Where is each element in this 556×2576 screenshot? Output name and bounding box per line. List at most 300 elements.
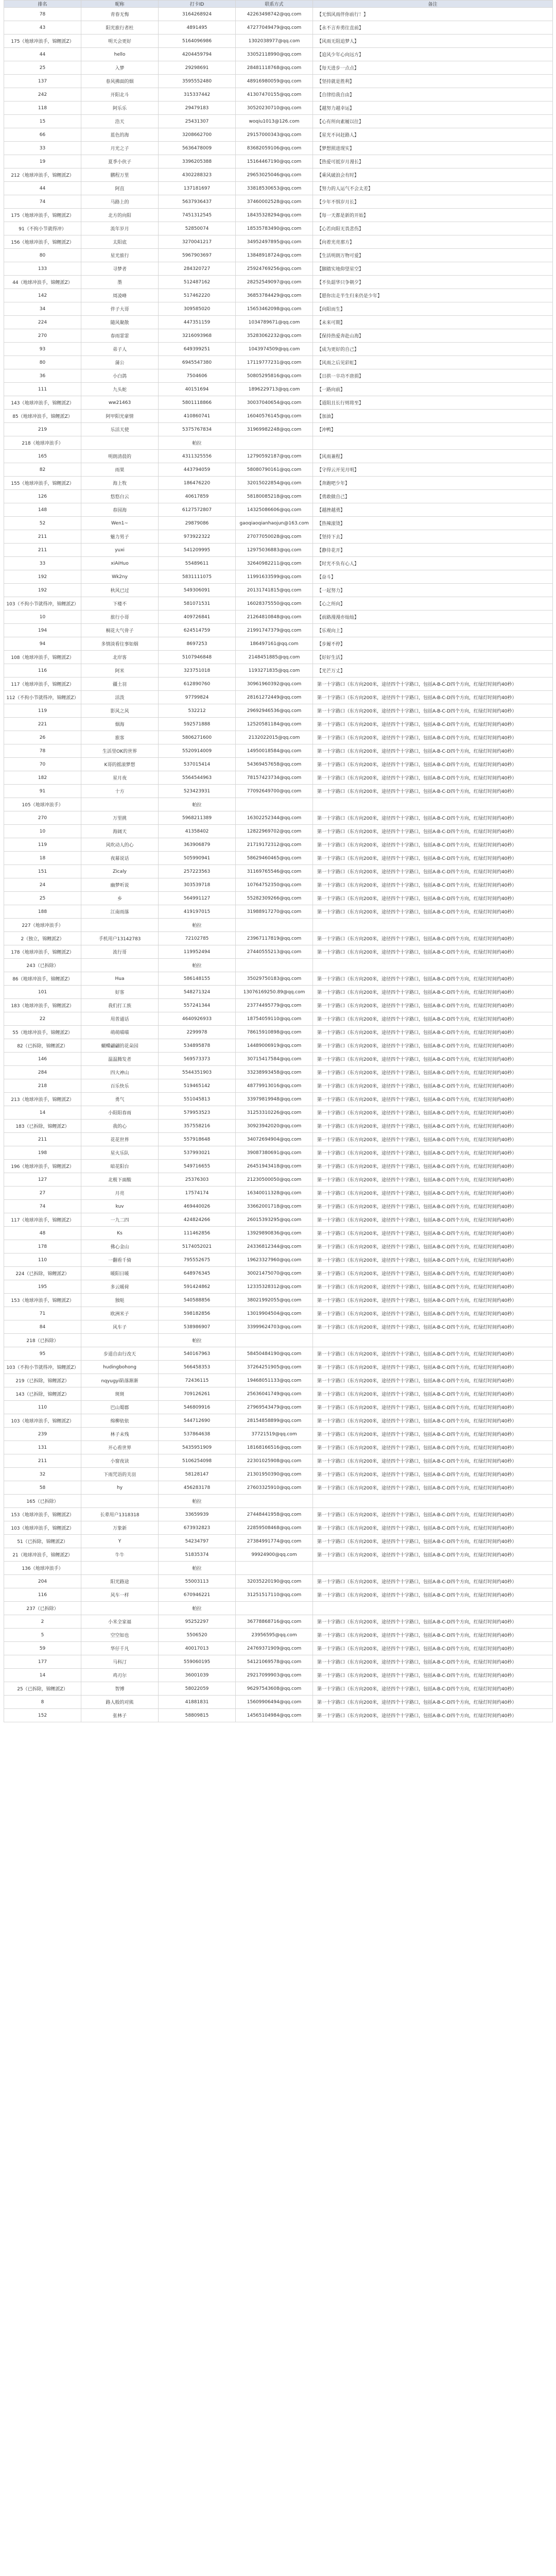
cell-nickname: 海阔天 <box>81 825 159 838</box>
cell-contact: 42263498742@qq.com <box>236 8 313 21</box>
cell-checkin-id: 624514759 <box>159 624 236 637</box>
cell-checkin-id: 512487162 <box>159 276 236 289</box>
cell-remark: 【永不言弃勇往直前】 <box>313 21 553 35</box>
cell-remark: 第一十字路口（东方向200米，途径四个十字路口，包括A-B-C-D四个方向，红绿灯时间约40秒） <box>313 704 553 718</box>
cell-remark: 第一十字路口（东方向200米，途径四个十字路口，包括A-B-C-D四个方向，红绿灯时间约40秒） <box>313 865 553 878</box>
table-row <box>4 1267 553 1280</box>
table-row <box>4 758 553 771</box>
cell-nickname: 好客 <box>81 986 159 999</box>
cell-nickname: 蓝色的海 <box>81 128 159 142</box>
cell-checkin-id: 5435951909 <box>159 1441 236 1454</box>
cell-remark: 第一十字路口（东方向200米，途径四个十字路口，包括A-B-C-D四个方向，红绿灯时间约40秒） <box>313 999 553 1012</box>
cell-nickname: 小白鸽 <box>81 369 159 383</box>
cell-remark: 第一十字路口（东方向200米，途径四个十字路口，包括A-B-C-D四个方向，红绿灯时间约40秒） <box>313 1120 553 1133</box>
table-row <box>4 1133 553 1146</box>
cell-rank: 211 <box>4 530 81 544</box>
table-row <box>4 1053 553 1066</box>
cell-checkin-id: 58128147 <box>159 1468 236 1481</box>
cell-nickname: nqyugyi陷落渐渐 <box>81 1374 159 1387</box>
cell-remark: 【乐观向上】 <box>313 624 553 637</box>
cell-checkin-id: 519465142 <box>159 1079 236 1093</box>
cell-checkin-id: 579953523 <box>159 1106 236 1120</box>
table-row <box>4 1535 553 1548</box>
cell-remark: 第一十字路口（东方向200米，途径四个十字路口，包括A-B-C-D四个方向，红绿灯时间约40秒） <box>313 1401 553 1414</box>
cell-contact: 29217099903@qq.com <box>236 1669 313 1682</box>
cell-checkin-id: 5107946848 <box>159 651 236 664</box>
cell-nickname: 风车一样 <box>81 1588 159 1602</box>
cell-checkin-id: 4311325556 <box>159 450 236 463</box>
cell-nickname: 我们打工族 <box>81 999 159 1012</box>
cell-remark <box>313 1562 553 1575</box>
cell-remark: 【光芒万丈】 <box>313 664 553 677</box>
cell-contact: 78157423734@qq.com <box>236 771 313 785</box>
cell-rank: 85（地球冲浪手，锦鲤派Z） <box>4 410 81 423</box>
cell-remark: 第一十字路口（东方向200米，途径四个十字路口，包括A-B-C-D四个方向，红绿灯时间约40秒） <box>313 1213 553 1227</box>
cell-nickname: 下雨咒语的关羽 <box>81 1468 159 1481</box>
cell-remark: 第一十字路口（东方向200米，途径四个十字路口，包括A-B-C-D四个方向，红绿灯时间约40秒） <box>313 932 553 945</box>
cell-checkin-id: 17574174 <box>159 1187 236 1200</box>
cell-checkin-id: 40617859 <box>159 490 236 503</box>
cell-contact: 30037040654@qq.com <box>236 396 313 410</box>
cell-checkin-id: 410860741 <box>159 410 236 423</box>
cell-rank: 95 <box>4 1347 81 1361</box>
cell-contact: 2132022015@qq.com <box>236 731 313 744</box>
cell-nickname: 小窗夜读 <box>81 1454 159 1468</box>
cell-checkin-id: 58022059 <box>159 1682 236 1696</box>
cell-contact: 13076169250.89@qq.com <box>236 986 313 999</box>
cell-rank: 108（地球冲浪手，锦鲤派Z） <box>4 651 81 664</box>
cell-contact: 28161272449@qq.com <box>236 691 313 704</box>
cell-nickname: 雨果 <box>81 463 159 477</box>
cell-rank: 19 <box>4 155 81 168</box>
cell-contact: 33662001718@qq.com <box>236 1200 313 1213</box>
cell-contact: 13929890836@qq.com <box>236 1227 313 1240</box>
cell-rank: 116 <box>4 664 81 677</box>
cell-nickname: 阳光路途 <box>81 1575 159 1588</box>
cell-checkin-id: 5967903697 <box>159 249 236 262</box>
cell-checkin-id: 549716655 <box>159 1160 236 1173</box>
table-row <box>4 1200 553 1213</box>
cell-nickname: 蒲公 <box>81 356 159 369</box>
table-row <box>4 450 553 463</box>
cell-nickname: 绵柳依依 <box>81 1414 159 1428</box>
table-row <box>4 1066 553 1079</box>
cell-checkin-id: 569573373 <box>159 1053 236 1066</box>
cell-nickname: 悠悠白云 <box>81 490 159 503</box>
cell-contact: 27077050028@qq.com <box>236 530 313 544</box>
table-row <box>4 852 553 865</box>
cell-rank: 110 <box>4 1401 81 1414</box>
cell-remark: 第一十字路口（东方向200米，途径四个十字路口，包括A-B-C-D四个方向，红绿灯时间约40秒） <box>313 1709 553 1722</box>
cell-nickname: 万象新 <box>81 1521 159 1535</box>
cell-rank: 94 <box>4 637 81 651</box>
cell-contact: 27448441958@qq.com <box>236 1508 313 1521</box>
cell-rank: 183（地球冲浪手，锦鲤派Z） <box>4 999 81 1012</box>
cell-rank: 93 <box>4 343 81 356</box>
cell-nickname: 林子未残 <box>81 1428 159 1441</box>
cell-checkin-id: 6945547380 <box>159 356 236 369</box>
table-row <box>4 1106 553 1120</box>
cell-nickname: 长辈用户1318318 <box>81 1508 159 1521</box>
cell-checkin-id: 523423931 <box>159 785 236 798</box>
cell-nickname: Y <box>81 1535 159 1548</box>
table-row <box>4 369 553 383</box>
cell-remark: 第一十字路口（东方向200米，途径四个十字路口，包括A-B-C-D四个方向，红绿灯时间约40秒） <box>313 1575 553 1588</box>
cell-contact: 11991633599@qq.com <box>236 570 313 584</box>
table-row <box>4 1521 553 1535</box>
cell-rank: 165（已拆除） <box>4 1495 81 1508</box>
cell-remark: 第一十字路口（东方向200米，途径四个十字路口，包括A-B-C-D四个方向，红绿灯时间约40秒） <box>313 1361 553 1374</box>
table-row <box>4 865 553 878</box>
table-row <box>4 209 553 222</box>
cell-nickname: 月光之子 <box>81 142 159 155</box>
table-row <box>4 597 553 611</box>
cell-nickname: 星光旅行 <box>81 249 159 262</box>
cell-checkin-id: 363906879 <box>159 838 236 852</box>
cell-nickname: 活泼 <box>81 691 159 704</box>
cell-nickname: Wk2ny <box>81 570 159 584</box>
cell-contact: 30715417584@qq.com <box>236 1053 313 1066</box>
table-row <box>4 155 553 168</box>
cell-contact: 12335328312@qq.com <box>236 1280 313 1294</box>
cell-remark: 第一十字路口（东方向200米，途径四个十字路口，包括A-B-C-D四个方向，红绿灯时间约40秒） <box>313 905 553 919</box>
cell-remark: 【愿你出走半生归来仍是少年】 <box>313 289 553 302</box>
cell-rank: 110 <box>4 1253 81 1267</box>
cell-contact: 1043974509@qq.com <box>236 343 313 356</box>
cell-remark: 【越挫越勇】 <box>313 503 553 517</box>
cell-contact <box>236 959 313 972</box>
cell-rank: 101 <box>4 986 81 999</box>
cell-contact: 30923942020@qq.com <box>236 1120 313 1133</box>
cell-contact: 33999624703@qq.com <box>236 1320 313 1334</box>
cell-remark: 第一十字路口（东方向200米，途径四个十字路口，包括A-B-C-D四个方向，红绿灯时间约40秒） <box>313 1682 553 1696</box>
table-row <box>4 1655 553 1669</box>
cell-remark: 【加油】 <box>313 410 553 423</box>
cell-rank: 196（地球冲浪手，锦鲤派Z） <box>4 1160 81 1173</box>
table-row <box>4 1213 553 1227</box>
table-row <box>4 1709 553 1722</box>
cell-remark: 【一路向前】 <box>313 383 553 396</box>
table-row <box>4 249 553 262</box>
cell-rank: 178 <box>4 1240 81 1253</box>
table-row <box>4 490 553 503</box>
table-row <box>4 959 553 972</box>
cell-contact: 12790592187@qq.com <box>236 450 313 463</box>
cell-nickname: 海上牧 <box>81 477 159 490</box>
cell-remark: 第一十字路口（东方向200米，途径四个十字路口，包括A-B-C-D四个方向，红绿灯时间约40秒） <box>313 1280 553 1294</box>
cell-nickname: 一翻看千骑 <box>81 1253 159 1267</box>
cell-checkin-id: 323751018 <box>159 664 236 677</box>
cell-checkin-id: 5806271600 <box>159 731 236 744</box>
cell-contact: 31251517110@qq.com <box>236 1588 313 1602</box>
cell-checkin-id: 51835374 <box>159 1548 236 1562</box>
cell-checkin-id: 3396205388 <box>159 155 236 168</box>
table-row <box>4 35 553 48</box>
cell-remark <box>313 1602 553 1615</box>
table-row <box>4 611 553 624</box>
cell-nickname: Hua <box>81 972 159 986</box>
cell-rank: 211 <box>4 1133 81 1146</box>
cell-rank: 71 <box>4 1307 81 1320</box>
cell-contact: 29653025046@qq.com <box>236 168 313 182</box>
cell-remark: 第一十字路口（东方向200米，途径四个十字路口，包括A-B-C-D四个方向，红绿灯时间约40秒） <box>313 986 553 999</box>
cell-contact: 32015022854@qq.com <box>236 477 313 490</box>
cell-nickname: 多情淡看往事如烟 <box>81 637 159 651</box>
table-row <box>4 343 553 356</box>
cell-rank: 119 <box>4 838 81 852</box>
header-cell-contact: 联系方式 <box>236 1 313 8</box>
cell-checkin-id: 557241344 <box>159 999 236 1012</box>
table-row <box>4 1629 553 1642</box>
cell-checkin-id: 186476220 <box>159 477 236 490</box>
table-row <box>4 503 553 517</box>
cell-remark: 第一十字路口（东方向200米，途径四个十字路口，包括A-B-C-D四个方向，红绿灯时间约40秒） <box>313 1026 553 1039</box>
cell-checkin-id: 4891495 <box>159 21 236 35</box>
cell-nickname: 烟海 <box>81 718 159 731</box>
cell-checkin-id: 25431307 <box>159 115 236 128</box>
cell-nickname: 阿直 <box>81 182 159 195</box>
cell-contact: 50805295816@qq.com <box>236 369 313 383</box>
cell-rank: 18 <box>4 852 81 865</box>
cell-contact: 35029750183@qq.com <box>236 972 313 986</box>
cell-remark: 第一十字路口（东方向200米，途径四个十字路口，包括A-B-C-D四个方向，红绿灯时间约40秒） <box>313 1535 553 1548</box>
table-row <box>4 1682 553 1696</box>
cell-remark: 第一十字路口（东方向200米，途径四个十字路口，包括A-B-C-D四个方向，红绿灯时间约40秒） <box>313 1053 553 1066</box>
cell-nickname: 寻梦者 <box>81 262 159 276</box>
cell-remark: 第一十字路口（东方向200米，途径四个十字路口，包括A-B-C-D四个方向，红绿灯时间约40秒） <box>313 1642 553 1655</box>
cell-contact: 33238993458@qq.com <box>236 1066 313 1079</box>
cell-checkin-id: 709126261 <box>159 1387 236 1401</box>
cell-nickname: 斑斑 <box>81 1387 159 1401</box>
cell-checkin-id: 544712690 <box>159 1414 236 1428</box>
cell-checkin-id: 532212 <box>159 704 236 718</box>
table-row <box>4 1012 553 1026</box>
cell-rank: 119 <box>4 704 81 718</box>
cell-nickname: 流行哥 <box>81 945 159 959</box>
table-row <box>4 1602 553 1615</box>
cell-checkin-id: 帕拉 <box>159 436 236 450</box>
cell-contact: 58080790161@qq.com <box>236 463 313 477</box>
cell-nickname: 影风之风 <box>81 704 159 718</box>
cell-checkin-id: 40151694 <box>159 383 236 396</box>
cell-contact: 21264810848@qq.com <box>236 611 313 624</box>
cell-rank: 165 <box>4 450 81 463</box>
cell-remark: 第一十字路口（东方向200米，途径四个十字路口，包括A-B-C-D四个方向，红绿灯时间约40秒） <box>313 945 553 959</box>
cell-nickname: 入梦 <box>81 61 159 75</box>
cell-nickname: 旅行小哥 <box>81 611 159 624</box>
cell-checkin-id: 5636478009 <box>159 142 236 155</box>
cell-rank: 178（地球冲浪手，锦鲤派Z） <box>4 945 81 959</box>
cell-nickname: 一九二四 <box>81 1213 159 1227</box>
cell-remark: 【道阻且长行则将至】 <box>313 396 553 410</box>
cell-rank: 91（不拘小节就得冲） <box>4 222 81 235</box>
cell-remark: 【梦想照进现实】 <box>313 142 553 155</box>
cell-rank: 204 <box>4 1575 81 1588</box>
cell-checkin-id: 3270041217 <box>159 235 236 249</box>
cell-checkin-id: 973922322 <box>159 530 236 544</box>
cell-rank: 183（已拆除，锦鲤派Z） <box>4 1120 81 1133</box>
cell-checkin-id: 612890760 <box>159 677 236 691</box>
cell-checkin-id: 5637936437 <box>159 195 236 209</box>
cell-checkin-id: 29298691 <box>159 61 236 75</box>
cell-nickname: kuv <box>81 1200 159 1213</box>
cell-remark: 第一十字路口（东方向200米，途径四个十字路口，包括A-B-C-D四个方向，红绿灯时间约40秒） <box>313 1454 553 1468</box>
data-sheet <box>4 0 552 1722</box>
cell-contact <box>236 1495 313 1508</box>
cell-contact: 21230500050@qq.com <box>236 1173 313 1187</box>
cell-rank: 8 <box>4 1696 81 1709</box>
cell-rank: 284 <box>4 1066 81 1079</box>
cell-nickname <box>81 1495 159 1508</box>
table-row <box>4 878 553 892</box>
cell-nickname: 夏季小伙子 <box>81 155 159 168</box>
table-row <box>4 182 553 195</box>
cell-contact: 54121069578@qq.com <box>236 1655 313 1669</box>
cell-rank: 34 <box>4 302 81 316</box>
cell-nickname: ww21463 <box>81 396 159 410</box>
cell-rank: 151 <box>4 865 81 878</box>
cell-rank: 242 <box>4 88 81 101</box>
cell-nickname: 佛心金山 <box>81 1240 159 1253</box>
cell-nickname: 北岸客 <box>81 651 159 664</box>
table-row <box>4 1026 553 1039</box>
table-row <box>4 986 553 999</box>
table-row <box>4 811 553 825</box>
cell-checkin-id: 598182856 <box>159 1307 236 1320</box>
cell-rank: 103（不拘小节就得冲，锦鲤派Z） <box>4 597 81 611</box>
cell-rank: 237（已拆除） <box>4 1602 81 1615</box>
cell-rank: 25 <box>4 892 81 905</box>
cell-contact: 83682059106@qq.com <box>236 142 313 155</box>
table-row <box>4 195 553 209</box>
cell-contact: 99924900@qq.com <box>236 1548 313 1562</box>
cell-rank: 133 <box>4 262 81 276</box>
cell-contact: 19623327960@qq.com <box>236 1253 313 1267</box>
table-row <box>4 825 553 838</box>
cell-rank: 58 <box>4 1481 81 1495</box>
cell-contact: 27969543479@qq.com <box>236 1401 313 1414</box>
header-cell-checkin-id: 打卡ID <box>159 1 236 8</box>
cell-remark: 【心若向阳无畏悲伤】 <box>313 222 553 235</box>
cell-remark: 第一十字路口（东方向200米，途径四个十字路口，包括A-B-C-D四个方向，红绿灯时间约40秒） <box>313 677 553 691</box>
cell-checkin-id: 538986907 <box>159 1320 236 1334</box>
cell-contact: 24769371909@qq.com <box>236 1642 313 1655</box>
cell-nickname: 夜幕说话 <box>81 852 159 865</box>
table-row <box>4 1454 553 1468</box>
cell-rank: 143（地球冲浪手，锦鲤派Z） <box>4 396 81 410</box>
cell-nickname: 马科汀 <box>81 1655 159 1669</box>
table-row <box>4 1548 553 1562</box>
cell-remark: 【保持热爱奔赴山海】 <box>313 329 553 343</box>
table-row <box>4 316 553 329</box>
cell-nickname: 乡 <box>81 892 159 905</box>
cell-rank: 27 <box>4 1187 81 1200</box>
cell-checkin-id: 540588856 <box>159 1294 236 1307</box>
cell-rank: 194 <box>4 624 81 637</box>
cell-contact: 13848918724@qq.com <box>236 249 313 262</box>
table-row <box>4 1347 553 1361</box>
cell-nickname: 弟子人 <box>81 343 159 356</box>
cell-rank: 86（地球冲浪手，锦鲤派Z） <box>4 972 81 986</box>
cell-remark: 第一十字路口（东方向200米，途径四个十字路口，包括A-B-C-D四个方向，红绿灯时间约40秒） <box>313 718 553 731</box>
cell-remark: 【风雨无阻追梦人】 <box>313 35 553 48</box>
cell-rank: 211 <box>4 1454 81 1468</box>
cell-checkin-id: 581071531 <box>159 597 236 611</box>
table-row <box>4 436 553 450</box>
cell-remark: 第一十字路口（东方向200米，途径四个十字路口，包括A-B-C-D四个方向，红绿灯时间约40秒） <box>313 1655 553 1669</box>
cell-nickname: 独哒 <box>81 1294 159 1307</box>
cell-checkin-id: 566458353 <box>159 1361 236 1374</box>
cell-contact: 12520581184@qq.com <box>236 718 313 731</box>
cell-remark: 第一十字路口（东方向200米，途径四个十字路口，包括A-B-C-D四个方向，红绿灯时间约40秒） <box>313 1320 553 1334</box>
cell-nickname: 步道自由行改天 <box>81 1347 159 1361</box>
cell-checkin-id: 帕拉 <box>159 1562 236 1575</box>
cell-contact: 32035220190@qq.com <box>236 1575 313 1588</box>
cell-nickname <box>81 1562 159 1575</box>
cell-rank: 221 <box>4 718 81 731</box>
cell-nickname: 张林子 <box>81 1709 159 1722</box>
cell-contact: 34072694904@qq.com <box>236 1133 313 1146</box>
cell-nickname: 手机用户13142783 <box>81 932 159 945</box>
cell-contact: 1034789671@qq.com <box>236 316 313 329</box>
cell-contact: 26015393295@qq.com <box>236 1213 313 1227</box>
cell-contact: 17119777231@qq.com <box>236 356 313 369</box>
cell-checkin-id: 6127572807 <box>159 503 236 517</box>
cell-checkin-id: 3216093968 <box>159 329 236 343</box>
cell-nickname: 星月夜 <box>81 771 159 785</box>
cell-nickname: 北方的向阳 <box>81 209 159 222</box>
cell-nickname: 明天会更好 <box>81 35 159 48</box>
cell-rank: 36 <box>4 369 81 383</box>
table-row <box>4 396 553 410</box>
cell-checkin-id: 505990941 <box>159 852 236 865</box>
cell-contact: 48916980059@qq.com <box>236 75 313 88</box>
cell-checkin-id: 7504606 <box>159 369 236 383</box>
cell-checkin-id: 795552675 <box>159 1253 236 1267</box>
cell-remark: 第一十字路口（东方向200米，途径四个十字路口，包括A-B-C-D四个方向，红绿灯时间约40秒） <box>313 1428 553 1441</box>
cell-rank: 195 <box>4 1280 81 1294</box>
cell-remark: 第一十字路口（东方向200米，途径四个十字路口，包括A-B-C-D四个方向，红绿灯时间约40秒） <box>313 1374 553 1387</box>
cell-remark: 第一十字路口（东方向200米，途径四个十字路口，包括A-B-C-D四个方向，红绿灯时间约40秒） <box>313 1468 553 1481</box>
cell-checkin-id: 帕拉 <box>159 919 236 932</box>
table-row <box>4 544 553 557</box>
cell-checkin-id: 25376303 <box>159 1173 236 1187</box>
table-row <box>4 1669 553 1682</box>
cell-contact: 28252549097@qq.com <box>236 276 313 289</box>
cell-checkin-id: 2299978 <box>159 1026 236 1039</box>
cell-rank: 78 <box>4 744 81 758</box>
table-row <box>4 1696 553 1709</box>
table-row <box>4 1495 553 1508</box>
cell-nickname: 华仔千凡 <box>81 1642 159 1655</box>
cell-remark: 【星光不问赶路人】 <box>313 128 553 142</box>
cell-contact: 15164467190@qq.com <box>236 155 313 168</box>
cell-contact: 186497161@qq.com <box>236 637 313 651</box>
cell-contact: 18435328294@qq.com <box>236 209 313 222</box>
cell-remark: 第一十字路口（东方向200米，途径四个十字路口，包括A-B-C-D四个方向，红绿灯时间约40秒） <box>313 1066 553 1079</box>
table-row <box>4 530 553 544</box>
cell-checkin-id: 3208662700 <box>159 128 236 142</box>
cell-checkin-id: 29479183 <box>159 101 236 115</box>
cell-remark: 【风雨之后见彩虹】 <box>313 356 553 369</box>
cell-contact: 31969982248@qq.com <box>236 423 313 436</box>
cell-contact: gaoqiaoqianhaojun@163.com <box>236 517 313 530</box>
cell-checkin-id: 537993021 <box>159 1146 236 1160</box>
table-row <box>4 664 553 677</box>
cell-remark: 【好好生活】 <box>313 651 553 664</box>
cell-rank: 146 <box>4 1053 81 1066</box>
table-row <box>4 1307 553 1320</box>
